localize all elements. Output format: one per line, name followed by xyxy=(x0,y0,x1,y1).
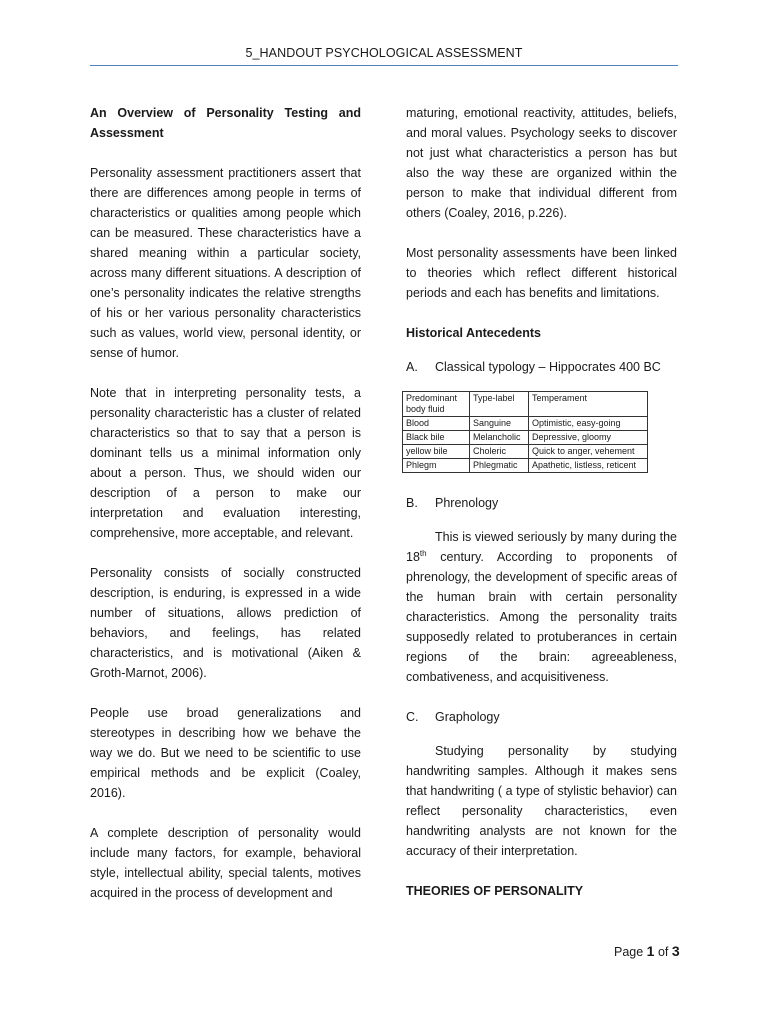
table-cell: Sanguine xyxy=(470,417,529,431)
table-cell: Melancholic xyxy=(470,431,529,445)
table-cell: Apathetic, listless, reticent xyxy=(529,459,648,473)
table-row xyxy=(403,459,648,473)
table-cell: Optimistic, easy-going xyxy=(529,417,648,431)
paragraph-graphology: Studying personality by studying handwriting samples. Although it makes sens that handwriting ( a type of stylistic behavior) can reflect personality characteristics, even handwriting analysts are not known for the accuracy of their interpretation. xyxy=(406,744,677,858)
table-row xyxy=(403,445,648,459)
theories-heading: THEORIES OF PERSONALITY xyxy=(406,884,584,898)
list-text: Classical typology – Hippocrates 400 BC xyxy=(435,360,661,374)
paragraph: Note that in interpreting personality tests, a personality characteristic has a cluster of related characteristics so that to say that a person is dominant tells us a minimal information only about a person. Thus, we should widen our description of a person to make our interpretation and evaluation interesting, comprehensive, more acceptable, and relevant. xyxy=(90,386,361,540)
of-word: of xyxy=(654,945,672,959)
left-column xyxy=(90,103,361,923)
superscript: th xyxy=(419,548,427,558)
table-cell: Choleric xyxy=(470,445,529,459)
table-header-row xyxy=(403,392,648,417)
temperament-table xyxy=(402,391,648,473)
table-row xyxy=(403,417,648,431)
list-item-a xyxy=(406,357,677,377)
page-header: 5_HANDOUT PSYCHOLOGICAL ASSESSMENT xyxy=(90,46,678,66)
list-label: B. xyxy=(406,496,418,510)
list-text: Graphology xyxy=(435,710,500,724)
right-column xyxy=(406,103,677,921)
page-current: 1 xyxy=(646,943,655,959)
text-run: century. According to proponents of phrenology, the development of specific areas of the human brain with certain personality characteristics. Among the personality traits supposedly related to protuberances in certain regions of the brain: agreeableness, combativeness, and acquisitiveness. xyxy=(406,550,677,684)
page-word: Page xyxy=(614,945,647,959)
list-item-b xyxy=(406,493,677,513)
page-number xyxy=(614,943,680,959)
list-item-c xyxy=(406,707,677,727)
historical-heading: Historical Antecedents xyxy=(406,326,541,340)
table-cell: yellow bile xyxy=(403,445,470,459)
table-cell: Phlegm xyxy=(403,459,470,473)
table-cell: Phlegmatic xyxy=(470,459,529,473)
paragraph-phrenology xyxy=(406,527,677,687)
table-row xyxy=(403,431,648,445)
text-run: This is viewed seriously by many during the 18 xyxy=(406,530,677,564)
table-cell: Black bile xyxy=(403,431,470,445)
paragraph: People use broad generalizations and stereotypes in describing how we behave the way we do. But we need to be scientific to use empirical methods and be explicit (Coaley, 2016). xyxy=(90,706,361,800)
page-total: 3 xyxy=(671,943,680,959)
list-text: Phrenology xyxy=(435,496,499,510)
table-header-cell: Type-label xyxy=(470,392,529,417)
table-cell: Depressive, gloomy xyxy=(529,431,648,445)
table-cell: Blood xyxy=(403,417,470,431)
paragraph: Personality assessment practitioners assert that there are differences among people in terms of characteristics or qualities among people which can be measured. These characteristics have a shared meaning within a particular society, across many different situations. A description of one’s personality indicates the relative strengths of his or her various personality characteristics such as values, world view, personal identity, or sense of humor. xyxy=(90,166,361,360)
list-label: C. xyxy=(406,710,419,724)
table-header-cell: Temperament xyxy=(529,392,648,417)
paragraph: Personality consists of socially constructed description, is enduring, is expressed in a wide number of situations, allows prediction of behaviors, and feelings, has related characteristics, and is motivational (Aiken & Groth-Marnot, 2006). xyxy=(90,566,361,680)
section-heading: An Overview of Personality Testing and Assessment xyxy=(90,106,361,140)
table-header-cell: Predominant body fluid xyxy=(403,392,470,417)
paragraph: maturing, emotional reactivity, attitudes, beliefs, and moral values. Psychology seeks to discover not just what characteristics a person has but also the way these are organized within the person to make that individual different from others (Coaley, 2016, p.226). xyxy=(406,106,677,220)
list-label: A. xyxy=(406,360,418,374)
paragraph: A complete description of personality would include many factors, for example, behavioral style, intellectual ability, special talents, motives acquired in the process of development and xyxy=(90,826,361,900)
table-cell: Quick to anger, vehement xyxy=(529,445,648,459)
paragraph: Most personality assessments have been linked to theories which reflect different historical periods and each has benefits and limitations. xyxy=(406,246,677,300)
